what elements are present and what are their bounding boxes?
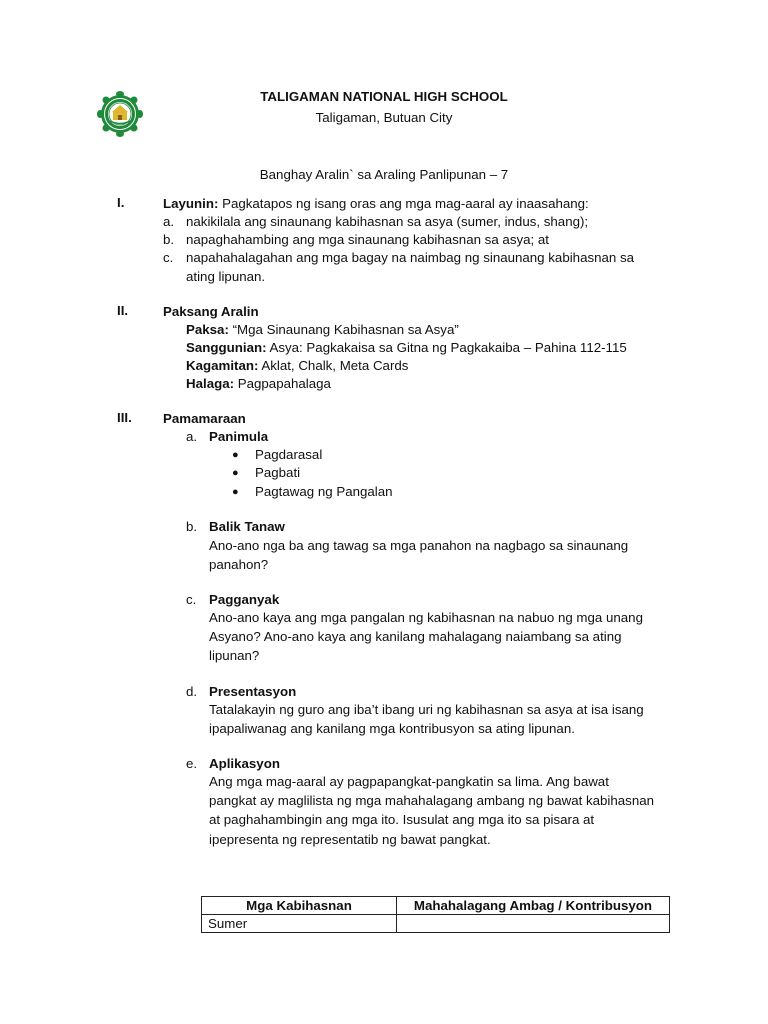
step-e-title: Aplikasyon [209, 756, 280, 771]
section-2-number: II. [117, 303, 129, 318]
panimula-item-3: Pagtawag ng Pangalan [255, 484, 393, 499]
topic-row [186, 321, 459, 339]
step-b-letter: b. [186, 519, 198, 534]
section-1-heading [163, 195, 589, 213]
contributions-table [201, 896, 670, 933]
step-c-line-2: Asyano? Ano-ano kaya ang kanilang mahalagang naiambang sa ating [209, 629, 622, 644]
objective-a-letter: a. [163, 214, 175, 229]
objective-a-text: nakikilala ang sinaunang kabihasnan sa asya (sumer, indus, shang); [186, 214, 589, 229]
step-d-line-1: Tatalakayin ng guro ang iba’t ibang uri ng kabihasnan sa asya at isa isang [209, 702, 644, 717]
step-e-line-3: at paghahambingin ang mga ito. Isusulat ang mga ito sa pisara at [209, 812, 595, 827]
topic-value: “Mga Sinaunang Kabihasnan sa Asya” [228, 322, 459, 337]
materials-label: Kagamitan: [186, 358, 259, 373]
step-e-line-2: pangkat ay maglilista ng mga mahahalagang ambang ng bawat kabihasnan [209, 793, 655, 808]
materials-value: Aklat, Chalk, Meta Cards [258, 358, 409, 373]
objective-c-text-cont: ating lipunan. [186, 269, 266, 284]
table-header-contribution: Mahahalagang Ambag / Kontribusyon [397, 897, 670, 915]
objective-b-text: napaghahambing ang mga sinaunang kabihasnan sa asya; at [186, 232, 549, 247]
section-3-label: Pamamaraan [163, 411, 246, 426]
step-b-line-2: panahon? [209, 557, 269, 572]
step-e-letter: e. [186, 756, 198, 771]
step-a-title: Panimula [209, 429, 269, 444]
step-b-line-1: Ano-ano nga ba ang tawag sa mga panahon na nagbago sa sinaunang [209, 538, 629, 553]
value-label: Halaga: [186, 376, 235, 391]
section-1-number: I. [117, 195, 125, 210]
document-title: Banghay Aralin` sa Araling Panlipunan – 7 [259, 167, 509, 182]
school-name: TALIGAMAN NATIONAL HIGH SCHOOL [260, 89, 508, 104]
reference-row [186, 339, 627, 357]
table-cell-contribution [397, 915, 670, 933]
panimula-item-1: Pagdarasal [255, 447, 323, 462]
bullet-icon: ● [232, 449, 239, 461]
section-1-label: Layunin: [163, 196, 219, 211]
table-row [202, 915, 670, 933]
objective-c-text: napahahalagahan ang mga bagay na naimbag ng sinaunang kabihasnan sa [186, 250, 635, 265]
topic-label: Paksa: [186, 322, 229, 337]
table-header-civilization: Mga Kabihasnan [202, 897, 397, 915]
bullet-icon: ● [232, 486, 239, 498]
bullet-icon: ● [232, 467, 239, 479]
value-row [186, 375, 331, 393]
step-c-letter: c. [186, 592, 197, 607]
section-2-label: Paksang Aralin [163, 304, 259, 319]
materials-row [186, 357, 408, 375]
section-3-number: III. [117, 410, 132, 425]
step-a-letter: a. [186, 429, 198, 444]
section-1-text: Pagkatapos ng isang oras ang mga mag-aaral ay inaasahang: [218, 196, 589, 211]
step-d-line-2: ipapaliwanag ang kanilang mga kontribusyon sa ating lipunan. [209, 721, 575, 736]
step-e-line-4: ipepresenta ng representatib ng bawat pangkat. [209, 832, 491, 847]
step-c-line-1: Ano-ano kaya ang mga pangalan ng kabihasnan na nabuo ng mga unang [209, 610, 643, 625]
value-value: Pagpapahalaga [234, 376, 331, 391]
step-b-title: Balik Tanaw [209, 519, 285, 534]
school-address: Taligaman, Butuan City [315, 110, 453, 125]
table-cell-civilization: Sumer [202, 915, 397, 933]
step-c-line-3: lipunan? [209, 648, 260, 663]
objective-b-letter: b. [163, 232, 175, 247]
step-d-letter: d. [186, 684, 198, 699]
step-c-title: Pagganyak [209, 592, 280, 607]
step-d-title: Presentasyon [209, 684, 297, 699]
reference-value: Asya: Pagkakaisa sa Gitna ng Pagkakaiba – Pahina 112-115 [266, 340, 627, 355]
objective-c-letter: c. [163, 250, 174, 265]
panimula-item-2: Pagbati [255, 465, 301, 480]
step-e-line-1: Ang mga mag-aaral ay pagpapangkat-pangkatin sa lima. Ang bawat [209, 774, 609, 789]
reference-label: Sanggunian: [186, 340, 267, 355]
table-header-row [202, 897, 670, 915]
